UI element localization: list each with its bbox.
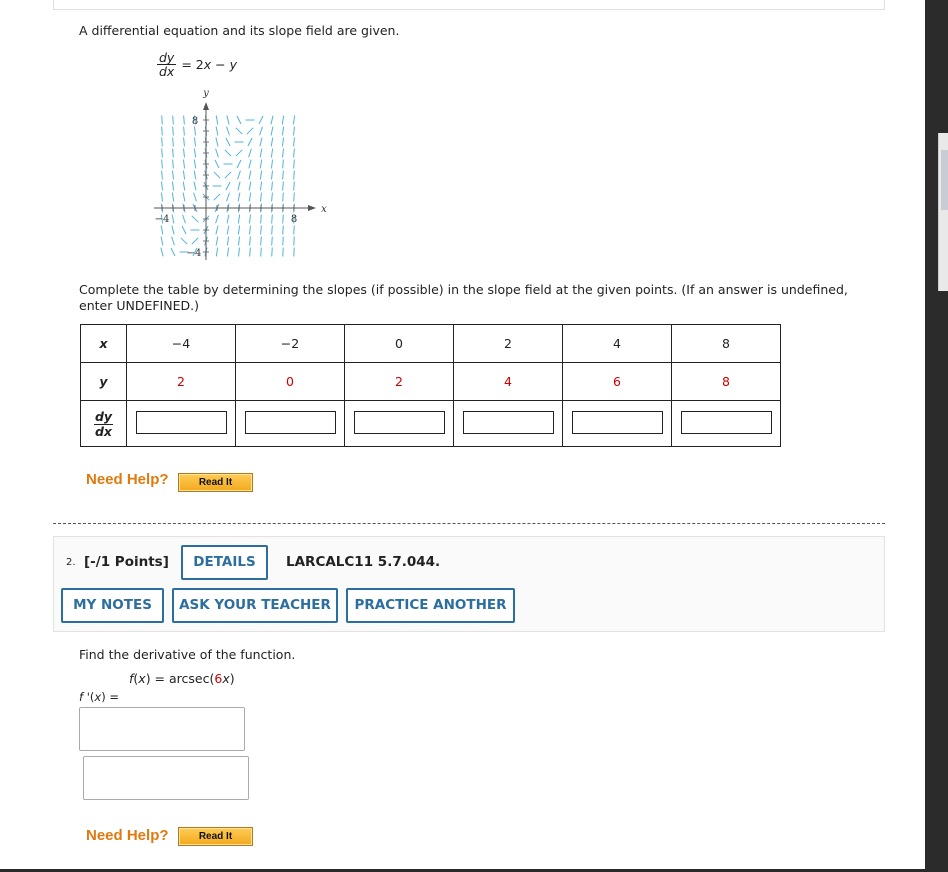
x-tick-label-right: 8 [290, 214, 298, 225]
slope-segment [172, 182, 173, 191]
slope-cell [672, 401, 781, 447]
slope-segment [248, 138, 252, 146]
slope-segment [195, 127, 196, 136]
slope-segment [227, 248, 228, 257]
slope-field-graph [138, 84, 338, 264]
slope-segment [216, 149, 219, 158]
y-axis-arrow-icon [203, 102, 209, 110]
slope-segment [184, 149, 185, 158]
slope-segment [283, 149, 284, 158]
slope-segment [161, 248, 163, 257]
slope-segment [271, 149, 272, 158]
work-input[interactable] [83, 756, 249, 800]
slope-segment [173, 160, 174, 169]
slope-segment [261, 248, 262, 257]
slope-segment [226, 182, 230, 190]
slope-segment [173, 116, 174, 125]
question-code: LARCALC11 5.7.044. [286, 554, 441, 570]
slope-segment [214, 194, 220, 200]
slope-segment [260, 149, 262, 158]
slope-segment [260, 160, 261, 169]
slope-segment [173, 138, 174, 147]
slope-segment [171, 248, 175, 256]
function-coefficient: 6 [214, 671, 223, 686]
slope-segment [184, 116, 185, 125]
my-notes-button[interactable]: MY NOTES [61, 588, 164, 623]
x-value: 0 [345, 325, 454, 363]
slope-segment [192, 238, 198, 244]
slope-segment [271, 116, 273, 125]
x-value: 2 [454, 325, 563, 363]
slope-segment [183, 182, 184, 191]
slope-cell [127, 401, 236, 447]
slope-segment [194, 160, 195, 169]
fraction-denominator: dx [159, 64, 175, 79]
x-axis-arrow-icon [308, 205, 316, 211]
slope-segment [250, 237, 251, 246]
y-axis-label: y [203, 88, 209, 99]
y-value: 4 [454, 363, 563, 401]
slope-segment [271, 138, 272, 147]
x-header: x [81, 325, 127, 363]
slope-answer-input[interactable] [136, 411, 227, 434]
slope-segment [293, 116, 294, 125]
slope-segment [227, 193, 230, 202]
slope-segment [261, 237, 262, 246]
slope-segment [294, 160, 295, 169]
slope-segment [294, 138, 295, 147]
slope-segment [238, 215, 239, 224]
function-close: ) [229, 671, 235, 686]
x-value: −2 [236, 325, 345, 363]
slope-segment [271, 127, 273, 136]
slope-segment [216, 127, 218, 136]
dydx-header [81, 401, 127, 447]
slope-segment [162, 149, 163, 158]
slope-segment [216, 116, 217, 125]
slope-segment [238, 182, 240, 191]
slope-segment [272, 226, 273, 235]
slope-segment [282, 116, 283, 125]
slope-segment [238, 171, 241, 180]
x-value: 4 [563, 325, 672, 363]
function-definition [129, 671, 235, 686]
slope-table [80, 324, 781, 447]
rhs-x: x [203, 57, 212, 72]
slope-segment [181, 238, 187, 244]
slope-segment [294, 182, 295, 191]
function-name: f [129, 671, 134, 686]
slope-segment [272, 215, 273, 224]
slope-segment [249, 149, 252, 158]
slope-segment [183, 193, 185, 202]
slope-segment [216, 138, 218, 147]
slope-segment [271, 160, 272, 169]
slope-segment [272, 171, 273, 180]
y-value: 2 [345, 363, 454, 401]
slope-segment [227, 127, 230, 136]
slope-segment [161, 237, 163, 246]
slope-segment [283, 193, 284, 202]
rhs-minus: − [211, 57, 230, 72]
slope-segment [237, 160, 241, 168]
answer-label [79, 690, 119, 704]
slope-segment [294, 127, 295, 136]
slope-segment [182, 226, 186, 234]
slope-segment [214, 172, 220, 178]
slope-segment [238, 226, 239, 235]
slope-segment [226, 138, 230, 146]
slope-segment [272, 237, 273, 246]
slope-answer-input[interactable] [681, 411, 772, 434]
question-divider [53, 523, 885, 524]
slope-segment [162, 171, 163, 180]
y-tick-label-top: 8 [191, 116, 199, 127]
slope-segment [216, 237, 218, 246]
question-points: [-/1 Points] [84, 554, 169, 570]
slope-segment [184, 138, 185, 147]
slope-answer-input[interactable] [245, 411, 336, 434]
slope-segment [294, 149, 295, 158]
y-header: y [81, 363, 127, 401]
slope-segment [237, 116, 241, 124]
dydx-fraction [94, 410, 113, 439]
slope-segment [216, 248, 217, 257]
slope-segment [194, 171, 196, 180]
table-instructions: Complete the table by determining the slopes (if possible) in the slope field at the given points. (If an answer is undefined, enter UNDEFINED.) [79, 282, 848, 313]
thumbnail-shape [941, 150, 948, 210]
slope-segment [215, 160, 219, 168]
slope-segment [259, 116, 263, 124]
function-paren: ( [133, 671, 139, 686]
slope-segment [162, 182, 163, 191]
y-value: 8 [672, 363, 781, 401]
derivative-answer-input[interactable] [79, 707, 245, 751]
y-tick-label-bottom: −4 [186, 248, 202, 259]
slope-segment [272, 193, 273, 202]
slope-segment [183, 160, 184, 169]
slope-cell [563, 401, 672, 447]
read-it-button[interactable]: Read It [178, 827, 253, 846]
slope-segment [172, 193, 173, 202]
slope-segment [227, 226, 228, 235]
practice-another-button[interactable]: PRACTICE ANOTHER [346, 588, 515, 623]
slope-segment [161, 226, 162, 235]
problem-intro: A differential equation and its slope field are given. [79, 23, 400, 38]
slope-segment [192, 216, 198, 222]
slope-segment [183, 215, 186, 224]
table-row-slope [81, 401, 781, 447]
derivative-equals: ) = [101, 690, 119, 704]
slope-segment [238, 193, 240, 202]
slope-segment [283, 171, 284, 180]
question-prompt: Find the derivative of the function. [79, 647, 296, 662]
slope-segment [239, 237, 240, 246]
equation-rhs [181, 57, 237, 72]
derivative-variable: x [94, 690, 102, 704]
slope-answer-input[interactable] [572, 411, 663, 434]
slope-segment [260, 127, 263, 136]
slope-segment [236, 128, 242, 134]
slope-segment [250, 248, 251, 257]
slope-cell [236, 401, 345, 447]
slope-segment [162, 127, 163, 136]
slope-segment [225, 150, 231, 156]
x-axis-label: x [321, 204, 327, 215]
slope-segment [247, 128, 253, 134]
slope-segment [183, 171, 184, 180]
slope-cell [454, 401, 563, 447]
ask-your-teacher-button[interactable]: ASK YOUR TEACHER [172, 588, 338, 623]
slope-answer-input[interactable] [463, 411, 554, 434]
y-value: 2 [127, 363, 236, 401]
slope-segment [261, 226, 262, 235]
slope-segment [162, 160, 163, 169]
slope-segment [250, 226, 251, 235]
slope-segment [194, 138, 195, 147]
x-value: −4 [127, 325, 236, 363]
derivative-fraction [157, 51, 176, 78]
slope-segment [162, 193, 163, 202]
slope-segment [239, 248, 240, 257]
details-button[interactable]: DETAILS [181, 545, 268, 580]
slope-segment [250, 215, 251, 224]
dydx-numerator: dy [94, 408, 113, 424]
slope-segment [162, 138, 163, 147]
slope-segment [283, 237, 284, 246]
slope-answer-input[interactable] [354, 411, 445, 434]
slope-segment [194, 193, 197, 202]
question-number: 2. [66, 557, 76, 568]
slope-segment [261, 193, 262, 202]
slope-segment [227, 237, 228, 246]
rhs-y: y [229, 57, 237, 72]
derivative-name: f [79, 690, 84, 704]
y-value: 6 [563, 363, 672, 401]
previous-question-panel [53, 0, 885, 10]
table-row-y [81, 363, 781, 401]
dydx-denominator: dx [94, 423, 112, 439]
slope-segment [282, 127, 283, 136]
slope-segment [173, 149, 174, 158]
differential-equation [157, 51, 237, 78]
slope-segment [172, 215, 174, 224]
x-value: 8 [672, 325, 781, 363]
slope-segment [194, 182, 196, 191]
slope-segment [173, 127, 174, 136]
derivative-prime: '( [83, 690, 95, 704]
slope-segment [283, 226, 284, 235]
slope-segment [172, 237, 175, 246]
slope-segment [227, 116, 229, 125]
slope-segment [249, 171, 251, 180]
slope-segment [272, 182, 273, 191]
need-help-label: Need Help? [86, 827, 169, 844]
function-variable: x [222, 671, 230, 686]
slope-segment [294, 193, 295, 202]
slope-segment [249, 193, 250, 202]
slope-segment [194, 149, 195, 158]
slope-segment [260, 182, 261, 191]
slope-segment [283, 182, 284, 191]
slope-segment [227, 215, 229, 224]
x-tick-label-left: −4 [154, 214, 170, 225]
window-edge [925, 0, 948, 872]
function-body: ) = arcsec( [145, 671, 215, 686]
slope-segment [173, 171, 174, 180]
slope-segment [249, 160, 251, 169]
function-variable: x [138, 671, 146, 686]
slope-segment [282, 138, 283, 147]
slope-segment [283, 160, 284, 169]
rhs-coefficient: = 2 [181, 57, 204, 72]
slope-segment [184, 127, 185, 136]
slope-segment [172, 226, 174, 235]
y-value: 0 [236, 363, 345, 401]
table-row-x [81, 325, 781, 363]
slope-segment [294, 171, 295, 180]
slope-segment [216, 215, 219, 224]
slope-cell [345, 401, 454, 447]
slope-segment [261, 215, 262, 224]
slope-segment [272, 248, 273, 257]
slope-segment [225, 172, 231, 178]
need-help-label: Need Help? [86, 471, 169, 488]
slope-segment [260, 171, 261, 180]
slope-segment [260, 138, 262, 147]
read-it-button[interactable]: Read It [178, 473, 253, 492]
slope-segment [249, 182, 250, 191]
fraction-numerator: dy [159, 50, 175, 65]
slope-segment [236, 150, 242, 156]
slope-segment [162, 116, 163, 125]
slope-segment [283, 215, 284, 224]
slope-segment [216, 226, 218, 235]
